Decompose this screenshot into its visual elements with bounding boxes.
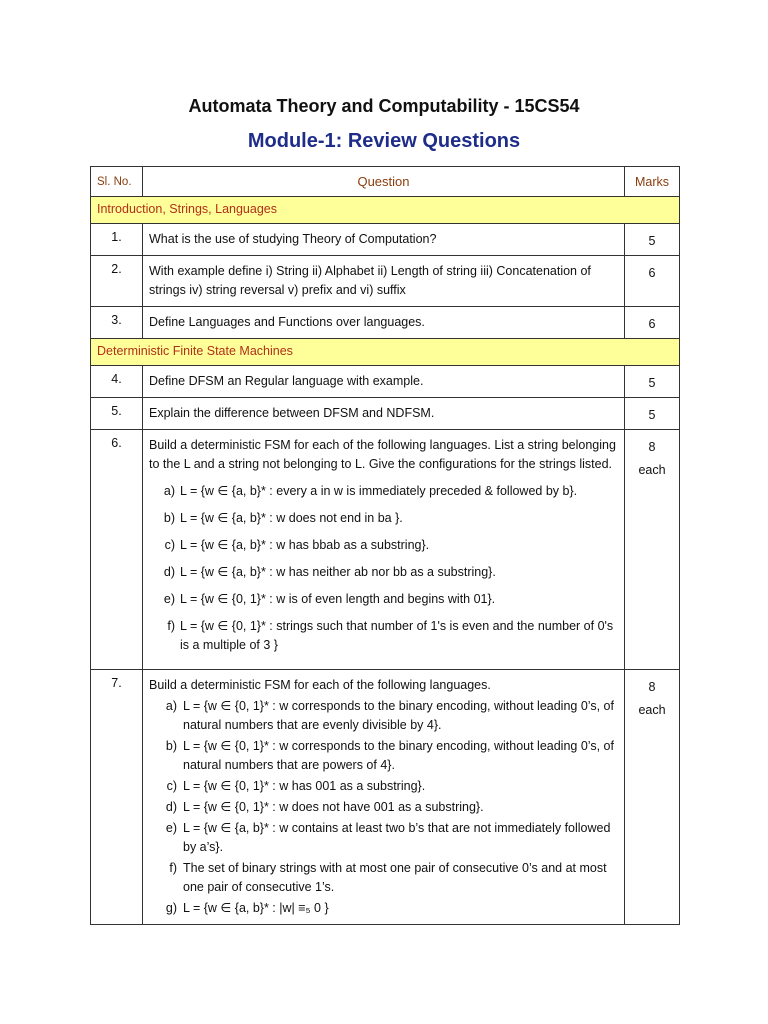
question-number: 2. [91,256,143,307]
question-text: Build a deterministic FSM for each of the following languages. [149,678,491,692]
document-title: Automata Theory and Computability - 15CS54 [188,96,580,116]
list-item [149,899,618,918]
marks-note: each [638,703,666,717]
question-text: Define Languages and Functions over languages. [143,307,625,339]
item-label: d) [165,800,177,814]
list-item [149,859,618,897]
table-row [91,224,680,256]
table-row [91,670,680,925]
question-marks: 6 [625,307,680,339]
question-number: 4. [91,366,143,398]
question-marks: 5 [625,398,680,430]
item-text: L = {w ∈ {a, b}* : w has neither ab nor bb as a substring}. [180,565,496,579]
item-label: c) [164,538,175,552]
table-row [91,307,680,339]
question-marks: 8 [648,440,656,454]
review-questions-table [90,166,680,925]
item-label: f) [167,619,175,633]
question-number: 6. [91,430,143,670]
item-label: e) [165,821,177,835]
list-item [149,737,618,775]
table-row [91,398,680,430]
list-item [153,617,618,655]
question-text: Build a deterministic FSM for each of the following languages. List a string belonging to the L and a string not belonging to L. Give the configurations for the strings listed. [149,438,616,471]
list-item [149,777,618,796]
question-marks: 5 [625,224,680,256]
question-marks-cell [625,430,680,670]
question-text: Explain the difference between DFSM and NDFSM. [143,398,625,430]
question-marks: 5 [625,366,680,398]
item-label: c) [166,779,177,793]
list-item [149,819,618,857]
item-label: b) [163,511,175,525]
question-number: 3. [91,307,143,339]
question-marks: 8 [648,680,656,694]
item-label: b) [165,739,177,753]
item-text: L = {w ∈ {a, b}* : every a in w is immediately preceded & followed by b}. [180,484,578,498]
item-text: L = {w ∈ {0, 1}* : w corresponds to the binary encoding, without leading 0’s, of natural numbers that are evenly divisible by 4}. [183,699,614,732]
table-row [91,366,680,398]
item-label: e) [163,592,175,606]
item-label: f) [169,861,177,875]
list-item [153,482,618,501]
item-text: L = {w ∈ {a, b}* : w does not end in ba }. [180,511,403,525]
item-text: L = {w ∈ {0, 1}* : w has 001 as a substring}. [183,779,426,793]
list-item [149,697,618,735]
section-row [91,197,680,224]
question-marks-cell [625,670,680,925]
table-row [91,256,680,307]
question-cell [143,670,625,925]
question-text: Define DFSM an Regular language with example. [143,366,625,398]
section-title: Introduction, Strings, Languages [91,197,680,224]
question-number: 5. [91,398,143,430]
list-item [153,563,618,582]
item-text: The set of binary strings with at most one pair of consecutive 0’s and at most one pair of consecutive 1’s. [183,861,607,894]
list-item [149,798,618,817]
header-sl-no: Sl. No. [91,167,143,197]
item-label: d) [163,565,175,579]
item-label: a) [163,484,175,498]
marks-note: each [638,463,666,477]
item-text: L = {w ∈ {0, 1}* : w does not have 001 as a substring}. [183,800,484,814]
list-item [153,536,618,555]
item-text: L = {w ∈ {a, b}* : w has bbab as a substring}. [180,538,430,552]
header-question: Question [143,167,625,197]
section-title: Deterministic Finite State Machines [91,339,680,366]
question-text: What is the use of studying Theory of Computation? [143,224,625,256]
module-title: Module-1: Review Questions [247,130,521,152]
item-text: L = {w ∈ {0, 1}* : w is of even length and begins with 01}. [180,592,496,606]
item-label: g) [165,901,177,915]
item-text: L = {w ∈ {0, 1}* : w corresponds to the binary encoding, without leading 0’s, of natural numbers that are powers of 4}. [183,739,614,772]
question-number: 7. [91,670,143,925]
question-number: 1. [91,224,143,256]
header-marks: Marks [625,167,680,197]
list-item [153,590,618,609]
section-row [91,339,680,366]
item-text: L = {w ∈ {0, 1}* : strings such that number of 1's is even and the number of 0's is a multiple of 3 } [180,619,614,652]
table-row [91,430,680,670]
question-cell [143,430,625,670]
item-label: a) [165,699,177,713]
item-text: L = {w ∈ {a, b}* : |w| ≡₅ 0 } [183,901,329,915]
list-item [153,509,618,528]
item-text: L = {w ∈ {a, b}* : w contains at least two b’s that are not immediately followed by a’s}. [183,821,611,854]
question-text: With example define i) String ii) Alphabet ii) Length of string iii) Concatenation of strings iv) string reversal v) prefix and vi) suffix [143,256,625,307]
table-header-row [91,167,680,197]
question-marks: 6 [625,256,680,307]
